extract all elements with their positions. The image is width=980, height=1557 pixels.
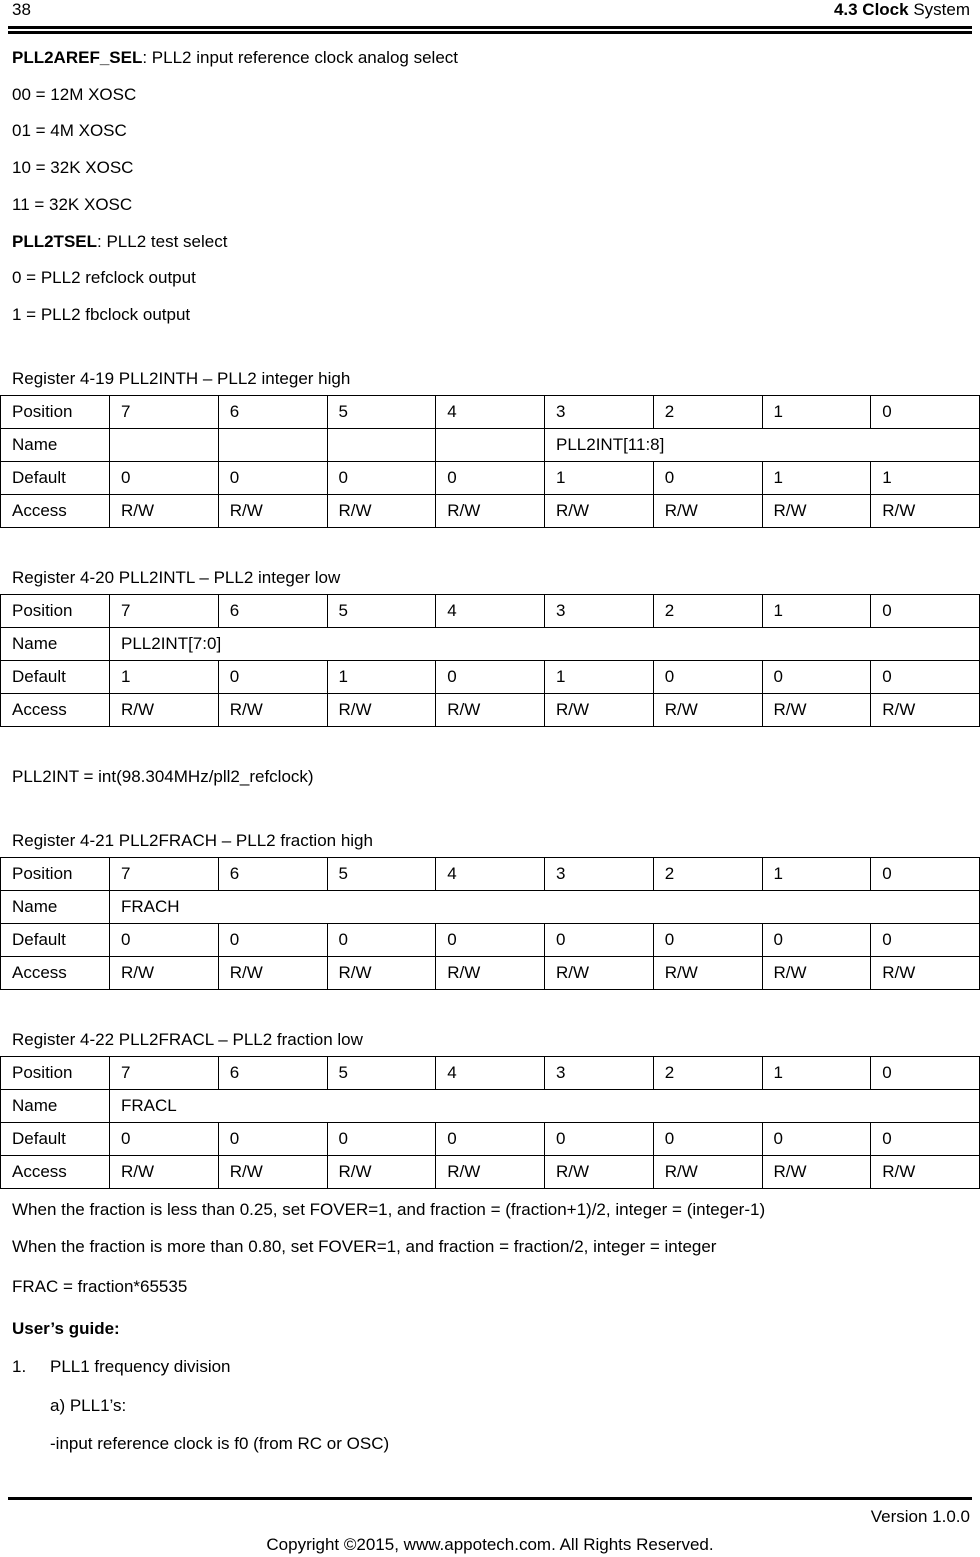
access-cell: R/W bbox=[653, 957, 762, 990]
access-row bbox=[1, 495, 980, 528]
default-cell: 0 bbox=[545, 1123, 654, 1156]
access-cell: R/W bbox=[436, 1156, 545, 1189]
row-label: Position bbox=[1, 1057, 110, 1090]
access-cell: R/W bbox=[110, 694, 219, 727]
section-title bbox=[834, 0, 970, 20]
default-cell: 0 bbox=[653, 661, 762, 694]
default-cell: 0 bbox=[110, 462, 219, 495]
register-table bbox=[0, 1056, 980, 1189]
default-cell: 1 bbox=[762, 462, 871, 495]
default-cell: 1 bbox=[110, 661, 219, 694]
position-cell: 7 bbox=[110, 396, 219, 429]
default-cell: 0 bbox=[871, 1123, 980, 1156]
row-label: Access bbox=[1, 495, 110, 528]
access-cell: R/W bbox=[871, 1156, 980, 1189]
version-label: Version 1.0.0 bbox=[870, 1507, 970, 1526]
name-row bbox=[1, 429, 980, 462]
access-cell: R/W bbox=[871, 495, 980, 528]
name-cell-empty bbox=[218, 429, 327, 462]
users-guide-title: User’s guide: bbox=[12, 1319, 120, 1338]
copyright: Copyright ©2015, www.appotech.com. All Rights Reserved. bbox=[266, 1535, 714, 1554]
position-cell: 7 bbox=[110, 858, 219, 891]
position-cell: 4 bbox=[436, 396, 545, 429]
default-row bbox=[1, 924, 980, 957]
access-cell: R/W bbox=[545, 495, 654, 528]
position-cell: 4 bbox=[436, 858, 545, 891]
default-cell: 0 bbox=[653, 1123, 762, 1156]
register-caption: Register 4-20 PLL2INTL – PLL2 integer low bbox=[12, 568, 341, 587]
name-cell-empty bbox=[436, 429, 545, 462]
position-cell: 1 bbox=[762, 595, 871, 628]
default-cell: 0 bbox=[545, 924, 654, 957]
default-cell: 1 bbox=[545, 661, 654, 694]
default-cell: 0 bbox=[218, 661, 327, 694]
pll2aref-term: PLL2AREF_SEL bbox=[12, 48, 143, 67]
position-cell: 4 bbox=[436, 1057, 545, 1090]
row-label: Access bbox=[1, 1156, 110, 1189]
row-label: Default bbox=[1, 1123, 110, 1156]
field-name: FRACH bbox=[110, 891, 980, 924]
row-label: Position bbox=[1, 595, 110, 628]
position-cell: 1 bbox=[762, 1057, 871, 1090]
pll2tsel-option: 0 = PLL2 refclock output bbox=[12, 268, 196, 287]
access-cell: R/W bbox=[762, 495, 871, 528]
pll2aref-option: 10 = 32K XOSC bbox=[12, 158, 134, 177]
register-caption: Register 4-22 PLL2FRACL – PLL2 fraction low bbox=[12, 1030, 363, 1049]
position-cell: 3 bbox=[545, 595, 654, 628]
position-cell: 3 bbox=[545, 858, 654, 891]
access-cell: R/W bbox=[218, 1156, 327, 1189]
default-cell: 0 bbox=[218, 1123, 327, 1156]
register-caption: Register 4-19 PLL2INTH – PLL2 integer high bbox=[12, 369, 351, 388]
default-row bbox=[1, 1123, 980, 1156]
position-row bbox=[1, 1057, 980, 1090]
access-cell: R/W bbox=[436, 495, 545, 528]
default-cell: 0 bbox=[327, 1123, 436, 1156]
sub-item-a-detail: -input reference clock is f0 (from RC or OSC) bbox=[50, 1434, 390, 1453]
access-row bbox=[1, 957, 980, 990]
default-cell: 0 bbox=[110, 924, 219, 957]
name-row bbox=[1, 1090, 980, 1123]
access-cell: R/W bbox=[871, 694, 980, 727]
access-cell: R/W bbox=[545, 694, 654, 727]
pll2aref-desc: : PLL2 input reference clock analog select bbox=[142, 48, 458, 67]
fraction-note-low: When the fraction is less than 0.25, set FOVER=1, and fraction = (fraction+1)/2, integer = (integer-1) bbox=[12, 1200, 766, 1219]
access-row bbox=[1, 1156, 980, 1189]
position-cell: 3 bbox=[545, 1057, 654, 1090]
position-cell: 1 bbox=[762, 858, 871, 891]
default-cell: 0 bbox=[327, 462, 436, 495]
default-cell: 0 bbox=[871, 924, 980, 957]
row-label: Name bbox=[1, 1090, 110, 1123]
position-cell: 6 bbox=[218, 1057, 327, 1090]
access-cell: R/W bbox=[653, 1156, 762, 1189]
fraction-note-high: When the fraction is more than 0.80, set FOVER=1, and fraction = fraction/2, integer = integer bbox=[12, 1237, 717, 1256]
row-label: Name bbox=[1, 429, 110, 462]
position-row bbox=[1, 595, 980, 628]
list-item-number: 1. bbox=[12, 1357, 27, 1376]
access-cell: R/W bbox=[218, 694, 327, 727]
row-label: Default bbox=[1, 661, 110, 694]
default-cell: 0 bbox=[436, 462, 545, 495]
position-cell: 0 bbox=[871, 1057, 980, 1090]
list-item-text: PLL1 frequency division bbox=[50, 1357, 231, 1376]
default-row bbox=[1, 661, 980, 694]
register-table bbox=[0, 857, 980, 990]
default-cell: 0 bbox=[327, 924, 436, 957]
default-cell: 0 bbox=[218, 462, 327, 495]
position-cell: 0 bbox=[871, 595, 980, 628]
row-label: Position bbox=[1, 396, 110, 429]
page-number: 38 bbox=[12, 0, 31, 19]
access-row bbox=[1, 694, 980, 727]
access-cell: R/W bbox=[653, 694, 762, 727]
position-cell: 5 bbox=[327, 1057, 436, 1090]
sub-item-a: a) PLL1’s: bbox=[50, 1396, 127, 1415]
access-cell: R/W bbox=[218, 495, 327, 528]
row-label: Default bbox=[1, 462, 110, 495]
default-row bbox=[1, 462, 980, 495]
position-cell: 6 bbox=[218, 396, 327, 429]
position-cell: 5 bbox=[327, 858, 436, 891]
row-label: Name bbox=[1, 628, 110, 661]
default-cell: 0 bbox=[653, 924, 762, 957]
section-title-bold: 4.3 Clock bbox=[833, 0, 909, 19]
name-row bbox=[1, 628, 980, 661]
header-rule-bottom bbox=[8, 31, 972, 34]
access-cell: R/W bbox=[327, 495, 436, 528]
access-cell: R/W bbox=[110, 495, 219, 528]
pll2tsel-option: 1 = PLL2 fbclock output bbox=[12, 305, 191, 324]
default-cell: 0 bbox=[653, 462, 762, 495]
position-cell: 0 bbox=[871, 396, 980, 429]
position-cell: 5 bbox=[327, 396, 436, 429]
default-cell: 1 bbox=[545, 462, 654, 495]
pll2tsel-term: PLL2TSEL bbox=[12, 232, 98, 251]
frac-formula: FRAC = fraction*65535 bbox=[12, 1277, 188, 1296]
pll2int-formula: PLL2INT = int(98.304MHz/pll2_refclock) bbox=[12, 767, 314, 786]
default-cell: 0 bbox=[436, 661, 545, 694]
name-row bbox=[1, 891, 980, 924]
access-cell: R/W bbox=[871, 957, 980, 990]
register-table bbox=[0, 395, 980, 528]
position-row bbox=[1, 396, 980, 429]
position-cell: 2 bbox=[653, 858, 762, 891]
header-rule-top bbox=[8, 26, 972, 29]
access-cell: R/W bbox=[653, 495, 762, 528]
access-cell: R/W bbox=[327, 1156, 436, 1189]
default-cell: 0 bbox=[218, 924, 327, 957]
position-cell: 5 bbox=[327, 595, 436, 628]
position-cell: 4 bbox=[436, 595, 545, 628]
access-cell: R/W bbox=[762, 957, 871, 990]
access-cell: R/W bbox=[762, 1156, 871, 1189]
default-cell: 0 bbox=[762, 1123, 871, 1156]
access-cell: R/W bbox=[110, 957, 219, 990]
default-cell: 0 bbox=[110, 1123, 219, 1156]
access-cell: R/W bbox=[436, 957, 545, 990]
position-cell: 0 bbox=[871, 858, 980, 891]
access-cell: R/W bbox=[762, 694, 871, 727]
register-table bbox=[0, 594, 980, 727]
position-cell: 3 bbox=[545, 396, 654, 429]
access-cell: R/W bbox=[327, 957, 436, 990]
row-label: Default bbox=[1, 924, 110, 957]
access-cell: R/W bbox=[218, 957, 327, 990]
row-label: Access bbox=[1, 957, 110, 990]
row-label: Access bbox=[1, 694, 110, 727]
default-cell: 1 bbox=[327, 661, 436, 694]
section-title-rest: System bbox=[908, 0, 970, 19]
position-cell: 1 bbox=[762, 396, 871, 429]
field-name: PLL2INT[7:0] bbox=[110, 628, 980, 661]
default-cell: 0 bbox=[871, 661, 980, 694]
access-cell: R/W bbox=[545, 957, 654, 990]
access-cell: R/W bbox=[327, 694, 436, 727]
pll2aref-option: 01 = 4M XOSC bbox=[12, 121, 127, 140]
pll2aref-option: 00 = 12M XOSC bbox=[12, 85, 137, 104]
pll2aref-option: 11 = 32K XOSC bbox=[12, 195, 133, 214]
access-cell: R/W bbox=[436, 694, 545, 727]
default-cell: 0 bbox=[762, 924, 871, 957]
position-cell: 7 bbox=[110, 1057, 219, 1090]
pll2tsel-heading bbox=[12, 232, 227, 252]
default-cell: 1 bbox=[871, 462, 980, 495]
name-cell-empty bbox=[327, 429, 436, 462]
register-caption: Register 4-21 PLL2FRACH – PLL2 fraction high bbox=[12, 831, 373, 850]
default-cell: 0 bbox=[436, 924, 545, 957]
position-cell: 2 bbox=[653, 595, 762, 628]
pll2aref-heading bbox=[12, 48, 458, 68]
position-row bbox=[1, 858, 980, 891]
footer-rule bbox=[8, 1497, 972, 1500]
access-cell: R/W bbox=[110, 1156, 219, 1189]
field-name: PLL2INT[11:8] bbox=[545, 429, 980, 462]
row-label: Position bbox=[1, 858, 110, 891]
position-cell: 6 bbox=[218, 858, 327, 891]
row-label: Name bbox=[1, 891, 110, 924]
position-cell: 6 bbox=[218, 595, 327, 628]
access-cell: R/W bbox=[545, 1156, 654, 1189]
pll2tsel-desc: : PLL2 test select bbox=[97, 232, 228, 251]
position-cell: 7 bbox=[110, 595, 219, 628]
default-cell: 0 bbox=[762, 661, 871, 694]
position-cell: 2 bbox=[653, 1057, 762, 1090]
name-cell-empty bbox=[110, 429, 219, 462]
field-name: FRACL bbox=[110, 1090, 980, 1123]
default-cell: 0 bbox=[436, 1123, 545, 1156]
position-cell: 2 bbox=[653, 396, 762, 429]
